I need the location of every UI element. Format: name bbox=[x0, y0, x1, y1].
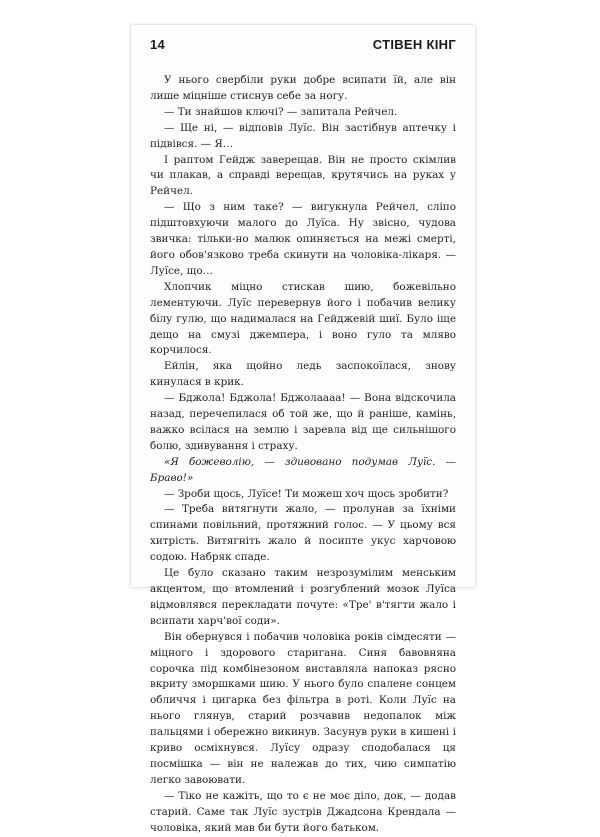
paragraph: Ейлін, яка щойно ледь заспокоїлася, знову кинулася в крик. bbox=[150, 360, 456, 389]
paragraph: Він обернувся і побачив чоловіка років сімдесяти — міцного і здорового старигана. Синя бавовняна сорочка під комбінезоном виставляла напоказ рясно вкриту зморшками шию. У нього було спалене сонцем обличчя і цигарка без фільтра в роті. Коли Луїс на нього глянув, старий розчавив недопалок між пальцями і обережно викинув. Засунув руки в кишені і криво осміхнувся. Луїсу одразу сподобалася ця посмішка — він не належав до тих, чию симпатію легко завоювати. bbox=[150, 630, 456, 786]
paragraph: У нього свербіли руки добре всипати їй, але він лише міцніше стиснув себе за ногу. bbox=[150, 74, 456, 102]
running-head-author: СТІВЕН КІНГ bbox=[372, 37, 456, 52]
paragraph: — Що з ним таке? — вигукнула Рейчел, сліпо підштовхуючи малого до Луїса. Ну звісно, чудова звичка: тільки-но малюк опиняється на межі смерті, його обов'язково треба скинути на чоловіка-лікаря. — Луїсе, що… bbox=[150, 201, 456, 277]
paragraph: — Треба витягнути жало, — пролунав за їхніми спинами повільний, протяжний голос. — У цьому вся хитрість. Витягніть жало й посипте укус харчовою содою. Набряк спаде. bbox=[150, 503, 456, 564]
page-header bbox=[150, 37, 456, 53]
paragraph: — Зроби щось, Луїсе! Ти можеш хоч щось зробити? bbox=[164, 487, 449, 500]
book-page bbox=[131, 25, 475, 834]
paragraph: І раптом Гейдж заверещав. Він не просто скімлив чи плакав, а справді верещав, крутячись на руках у Рейчел. bbox=[150, 153, 456, 198]
body-text bbox=[150, 73, 456, 837]
paragraph: Це було сказано таким незрозумілим менським акцентом, що втомлений і розгублений мозок Луїса відмовлявся перекладати почуте: «Тре' в'тягти жало і всипати харч'вої соди». bbox=[150, 567, 456, 627]
paragraph: — Ти знайшов ключі? — запитала Рейчел. bbox=[164, 105, 398, 118]
paragraph: — Ще ні, — відповів Луїс. Він застібнув аптечку і підвівся. — Я… bbox=[150, 121, 456, 150]
page-number: 14 bbox=[150, 37, 166, 52]
paragraph-italic-thought: «Я божеволію, — здивовано подумав Луїс. — Браво!» bbox=[150, 455, 456, 484]
paragraph: Хлопчик міцно стискав шию, божевільно лементуючи. Луїс перевернув його і побачив велику білу гулю, що надималася на Гейджевій шиї. Було іще дещо на смузі джемпера, і воно гуло та мляво корчилося. bbox=[150, 280, 456, 357]
paragraph: — Тіко не кажіть, що то є не моє діло, док, — додав старий. Саме так Луїс зустрів Джадсона Крендала — чоловіка, який мав би бути його батьком. bbox=[150, 789, 456, 834]
paragraph: — Бджола! Бджола! Бджолаааа! — Вона відскочила назад, перечепилася об той же, що й раніше, камінь, важко всілася на землю і заревла від ще сильнішого болю, здивування і страху. bbox=[150, 392, 456, 452]
